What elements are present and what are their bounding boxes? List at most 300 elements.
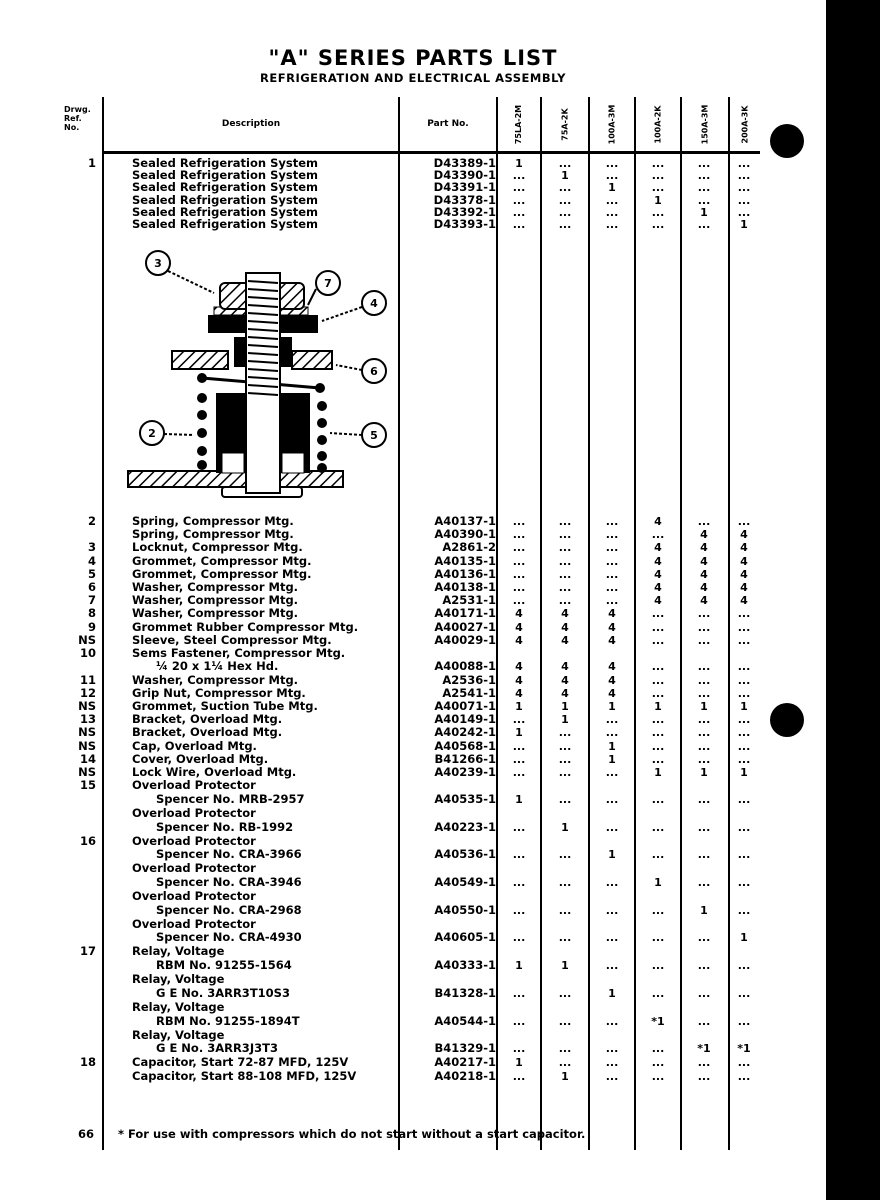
quantity-cell: 4	[515, 660, 523, 674]
quantity-cell: 4	[740, 541, 748, 555]
quantity-cell: ...	[697, 1014, 711, 1028]
part-description: Spring, Compressor Mtg.	[132, 527, 294, 542]
header-description: Description	[221, 119, 281, 129]
quantity-cell: ...	[697, 686, 711, 700]
quantity-cell: ...	[651, 726, 665, 740]
quantity-cell: ...	[737, 726, 751, 740]
quantity-cell: ...	[737, 607, 751, 621]
quantity-cell: 1	[700, 766, 708, 779]
part-number: B41266-1	[434, 751, 496, 766]
part-number: A40136-1	[434, 566, 496, 581]
quantity-cell: 1	[608, 848, 616, 862]
quantity-cell: 4	[561, 660, 569, 674]
punch-hole	[770, 124, 804, 158]
ref-number: 10	[79, 646, 96, 660]
quantity-cell: ...	[697, 1069, 711, 1083]
quantity-cell: ...	[697, 515, 711, 528]
part-number: A40333-1	[434, 958, 496, 973]
callout-7	[308, 271, 340, 305]
part-number: B41329-1	[434, 1041, 496, 1056]
quantity-cell: 4	[608, 633, 616, 647]
quantity-cell: ...	[737, 876, 751, 890]
quantity-cell: ...	[651, 713, 665, 727]
part-number: A2541-1	[442, 685, 496, 700]
quantity-cell: 1	[561, 700, 569, 713]
quantity-cell: ...	[697, 633, 711, 647]
quantity-cell: 1	[561, 820, 569, 834]
table-row	[72, 726, 760, 739]
quantity-cell: 1	[700, 700, 708, 713]
quantity-cell: ...	[697, 752, 711, 766]
quantity-cell: ...	[605, 169, 619, 183]
ref-number: NS	[78, 699, 96, 713]
quantity-cell: 1	[740, 218, 748, 231]
part-number: A40550-1	[434, 902, 496, 917]
quantity-cell: 1	[608, 181, 616, 195]
part-number: A40137-1	[434, 514, 496, 528]
header-model-2: 75A-2K	[560, 107, 570, 141]
quantity-cell: ...	[697, 792, 711, 806]
quantity-cell: 4	[700, 594, 708, 608]
part-number: A40149-1	[434, 712, 496, 727]
part-number: D43389-1	[433, 156, 496, 170]
quantity-cell: ...	[558, 181, 572, 195]
quantity-cell: 4	[515, 607, 523, 621]
part-number: D43390-1	[433, 168, 496, 183]
quantity-cell: ...	[697, 673, 711, 687]
quantity-cell: ...	[737, 986, 751, 1000]
quantity-cell: 4	[740, 581, 748, 594]
part-description: Sleeve, Steel Compressor Mtg.	[132, 632, 332, 647]
quantity-cell: ...	[651, 157, 665, 170]
table-row	[72, 862, 760, 875]
quantity-cell: ...	[651, 218, 665, 231]
quantity-cell: ...	[558, 218, 572, 231]
compressor-mounting-diagram	[110, 243, 400, 508]
quantity-cell: ...	[697, 986, 711, 1000]
quantity-cell: ...	[697, 660, 711, 674]
table-row	[72, 634, 760, 647]
callout-3	[146, 251, 214, 293]
part-description: Relay, Voltage	[132, 999, 225, 1014]
quantity-cell: ...	[512, 752, 526, 766]
quantity-cell: 4	[700, 581, 708, 594]
quantity-cell: ...	[697, 193, 711, 207]
quantity-cell: ...	[558, 528, 572, 542]
quantity-cell: ...	[605, 876, 619, 890]
quantity-cell: ...	[605, 205, 619, 219]
quantity-cell: ...	[651, 686, 665, 700]
spring-right	[315, 383, 327, 473]
quantity-cell: ...	[737, 660, 751, 674]
quantity-cell: 4	[515, 673, 523, 687]
quantity-cell: ...	[558, 931, 572, 945]
quantity-cell: ...	[737, 1056, 751, 1070]
quantity-cell: ...	[737, 739, 751, 753]
header-ref-no: Drwg. Ref. No.	[64, 105, 91, 132]
ref-number: NS	[78, 765, 96, 779]
quantity-cell: ...	[512, 581, 526, 594]
quantity-cell: ...	[651, 181, 665, 195]
table-row	[72, 674, 760, 687]
ref-number: 12	[79, 685, 96, 700]
table-row	[72, 918, 760, 931]
spring-left	[197, 373, 207, 470]
quantity-cell: ...	[605, 766, 619, 779]
quantity-cell: 4	[608, 660, 616, 674]
table-row	[72, 218, 760, 231]
part-description: Sealed Refrigeration System	[132, 180, 318, 195]
ref-number: 11	[79, 672, 96, 687]
part-description: Overload Protector	[132, 778, 256, 793]
quantity-cell: ...	[651, 1042, 665, 1056]
quantity-cell: ...	[697, 959, 711, 973]
quantity-cell: ...	[512, 739, 526, 753]
quantity-cell: ...	[737, 752, 751, 766]
part-number: A40544-1	[434, 1013, 496, 1028]
part-description: Overload Protector	[132, 833, 256, 848]
callout-5	[330, 423, 386, 447]
quantity-cell: ...	[737, 713, 751, 727]
quantity-cell: ...	[558, 739, 572, 753]
quantity-cell: ...	[697, 848, 711, 862]
table-row	[72, 753, 760, 766]
quantity-cell: ...	[697, 713, 711, 727]
ref-number: 3	[87, 540, 96, 555]
part-description: Grommet, Compressor Mtg.	[132, 553, 312, 568]
page-subtitle: REFRIGERATION AND ELECTRICAL ASSEMBLY	[260, 71, 566, 85]
part-description: Spring, Compressor Mtg.	[132, 514, 294, 528]
quantity-cell: 1	[515, 726, 523, 740]
quantity-cell: ...	[512, 986, 526, 1000]
quantity-cell: ...	[737, 633, 751, 647]
quantity-cell: ...	[558, 594, 572, 608]
quantity-cell: 4	[654, 541, 662, 555]
quantity-cell: 4	[561, 607, 569, 621]
quantity-cell: ...	[605, 931, 619, 945]
quantity-cell: ...	[737, 205, 751, 219]
quantity-cell: ...	[737, 848, 751, 862]
quantity-cell: 4	[561, 686, 569, 700]
table-row	[72, 1029, 760, 1042]
part-number: A40027-1	[434, 619, 496, 634]
ref-number: 18	[79, 1055, 96, 1070]
table-row	[72, 515, 760, 528]
table-row	[72, 713, 760, 726]
part-number: A40217-1	[434, 1055, 496, 1070]
part-description: Relay, Voltage	[132, 1027, 225, 1042]
table-row	[72, 1015, 760, 1028]
quantity-cell: ...	[558, 554, 572, 568]
quantity-cell: ...	[737, 181, 751, 195]
quantity-cell: ...	[605, 1042, 619, 1056]
quantity-cell: ...	[558, 1056, 572, 1070]
table-row	[72, 687, 760, 700]
quantity-cell: 1	[515, 700, 523, 713]
svg-text:7: 7	[324, 277, 332, 290]
part-description: Washer, Compressor Mtg.	[132, 593, 299, 608]
quantity-cell: 1	[740, 700, 748, 713]
table-row	[72, 660, 760, 673]
quantity-cell: ...	[512, 218, 526, 231]
part-number: D43392-1	[433, 204, 496, 219]
quantity-cell: ...	[651, 620, 665, 634]
quantity-cell: 4	[654, 554, 662, 568]
quantity-cell: 1	[654, 193, 662, 207]
quantity-cell: ...	[651, 792, 665, 806]
quantity-cell: 4	[515, 620, 523, 634]
quantity-cell: ...	[651, 848, 665, 862]
quantity-cell: 1	[740, 931, 748, 945]
part-description: Relay, Voltage	[132, 972, 225, 987]
quantity-cell: ...	[697, 931, 711, 945]
ref-number: NS	[78, 738, 96, 753]
quantity-cell: ...	[605, 218, 619, 231]
part-description: Spencer No. MRB-2957	[156, 791, 305, 806]
part-description: Sealed Refrigeration System	[132, 192, 318, 207]
part-description: ¼ 20 x 1¼ Hex Hd.	[156, 659, 279, 674]
table-row	[72, 1001, 760, 1014]
quantity-cell: ...	[558, 541, 572, 555]
quantity-cell: ...	[605, 541, 619, 555]
part-number: A40605-1	[434, 930, 496, 945]
quantity-cell: ...	[605, 1069, 619, 1083]
quantity-cell: ...	[737, 1014, 751, 1028]
table-row	[72, 835, 760, 848]
quantity-cell: ...	[558, 986, 572, 1000]
table-row	[72, 793, 760, 806]
quantity-cell: ...	[605, 567, 619, 581]
part-number: A40390-1	[434, 527, 496, 542]
ref-number: NS	[78, 632, 96, 647]
ref-number: 6	[87, 580, 96, 594]
part-description: Grommet, Suction Tube Mtg.	[132, 699, 318, 713]
quantity-cell: ...	[651, 931, 665, 945]
part-description: Grommet, Compressor Mtg.	[132, 566, 312, 581]
quantity-cell: ...	[512, 193, 526, 207]
callout-2	[140, 421, 194, 445]
quantity-cell: ...	[512, 876, 526, 890]
header-rule	[102, 151, 760, 154]
table-row	[72, 740, 760, 753]
quantity-cell: 1	[561, 169, 569, 183]
part-number: A40242-1	[434, 725, 496, 740]
part-description: G E No. 3ARR3J3T3	[156, 1041, 278, 1056]
ref-number: 8	[87, 606, 96, 621]
quantity-cell: 1	[608, 739, 616, 753]
quantity-cell: ...	[651, 739, 665, 753]
quantity-cell: ...	[651, 633, 665, 647]
table-row	[72, 700, 760, 713]
table-row	[72, 821, 760, 834]
part-description: Relay, Voltage	[132, 944, 225, 959]
table-row	[72, 555, 760, 568]
ref-number: 5	[87, 566, 96, 581]
quantity-cell: ...	[558, 876, 572, 890]
quantity-cell: 4	[700, 528, 708, 542]
quantity-cell: ...	[697, 181, 711, 195]
quantity-cell: ...	[697, 820, 711, 834]
bracket-left	[172, 351, 228, 369]
quantity-cell: ...	[512, 594, 526, 608]
quantity-cell: ...	[737, 959, 751, 973]
svg-text:2: 2	[148, 427, 156, 440]
part-description: Capacitor, Start 88-108 MFD, 125V	[132, 1068, 357, 1083]
quantity-cell: ...	[512, 205, 526, 219]
part-number: A2536-1	[442, 672, 496, 687]
header-model-4: 100A-2K	[653, 105, 663, 143]
quantity-cell: 4	[608, 673, 616, 687]
table-row	[72, 1070, 760, 1083]
table-row	[72, 945, 760, 958]
table-row	[72, 973, 760, 986]
part-number: A2861-2	[442, 540, 496, 555]
quantity-cell: 4	[515, 633, 523, 647]
quantity-cell: ...	[697, 739, 711, 753]
part-description: Overload Protector	[132, 916, 256, 931]
quantity-cell: ...	[737, 686, 751, 700]
quantity-cell: 1	[608, 986, 616, 1000]
quantity-cell: 4	[700, 554, 708, 568]
quantity-cell: ...	[605, 792, 619, 806]
svg-text:4: 4	[370, 297, 378, 310]
quantity-cell: *1	[651, 1014, 665, 1028]
part-number: A40568-1	[434, 738, 496, 753]
quantity-cell: 1	[561, 713, 569, 727]
quantity-cell: 4	[561, 620, 569, 634]
part-description: Bracket, Overload Mtg.	[132, 725, 283, 740]
quantity-cell: ...	[605, 528, 619, 542]
quantity-cell: ...	[737, 193, 751, 207]
quantity-cell: ...	[651, 903, 665, 917]
part-description: Overload Protector	[132, 805, 256, 820]
quantity-cell: 1	[561, 959, 569, 973]
header-model-1: 75LA-2M	[514, 104, 524, 144]
table-row	[72, 890, 760, 903]
header-model-5: 150A-3M	[700, 104, 710, 144]
svg-text:5: 5	[370, 429, 378, 442]
quantity-cell: ...	[512, 1042, 526, 1056]
part-description: Washer, Compressor Mtg.	[132, 580, 299, 594]
part-description: G E No. 3ARR3T10S3	[156, 985, 290, 1000]
quantity-cell: 4	[740, 528, 748, 542]
quantity-cell: ...	[651, 820, 665, 834]
part-number: D43393-1	[433, 217, 496, 231]
quantity-cell: ...	[558, 515, 572, 528]
quantity-cell: 1	[515, 1056, 523, 1070]
quantity-cell: 4	[740, 594, 748, 608]
ref-number: 13	[79, 712, 96, 727]
part-description: Overload Protector	[132, 889, 256, 903]
quantity-cell: 4	[654, 594, 662, 608]
quantity-cell: 1	[561, 1069, 569, 1083]
table-row	[72, 1056, 760, 1069]
ref-number: 9	[87, 619, 96, 634]
quantity-cell: 4	[740, 567, 748, 581]
quantity-cell: ...	[512, 567, 526, 581]
quantity-cell: *1	[697, 1042, 711, 1056]
part-description: Spencer No. RB-1992	[156, 819, 294, 834]
table-row	[72, 766, 760, 779]
quantity-cell: ...	[697, 157, 711, 170]
quantity-cell: 1	[700, 205, 708, 219]
part-description: Spencer No. CRA-2968	[156, 902, 302, 917]
part-number: A40029-1	[434, 632, 496, 647]
ref-number: NS	[78, 725, 96, 740]
table-row	[72, 607, 760, 620]
quantity-cell: ...	[697, 620, 711, 634]
quantity-cell: ...	[651, 607, 665, 621]
part-number: A40536-1	[434, 847, 496, 862]
part-number: D43391-1	[433, 180, 496, 195]
quantity-cell: ...	[605, 820, 619, 834]
quantity-cell: 1	[515, 157, 523, 170]
ref-number: 4	[87, 553, 96, 568]
quantity-cell: 1	[515, 959, 523, 973]
part-number: B41328-1	[434, 985, 496, 1000]
part-description: Sealed Refrigeration System	[132, 156, 318, 170]
quantity-cell: ...	[697, 1056, 711, 1070]
quantity-cell: ...	[558, 193, 572, 207]
ref-number: 7	[87, 593, 96, 608]
table-row	[72, 528, 760, 541]
part-description: RBM No. 91255-1564	[156, 958, 292, 973]
quantity-cell: ...	[512, 848, 526, 862]
quantity-cell: ...	[605, 594, 619, 608]
quantity-cell: 1	[608, 752, 616, 766]
quantity-cell: ...	[737, 620, 751, 634]
quantity-cell: ...	[512, 515, 526, 528]
quantity-cell: 1	[654, 766, 662, 779]
quantity-cell: ...	[512, 931, 526, 945]
quantity-cell: ...	[737, 157, 751, 170]
quantity-cell: ...	[558, 1042, 572, 1056]
quantity-cell: ...	[737, 1069, 751, 1083]
quantity-cell: ...	[512, 181, 526, 195]
ref-number: 17	[79, 944, 96, 959]
quantity-cell: 1	[654, 700, 662, 713]
table-row	[72, 779, 760, 792]
quantity-cell: ...	[651, 1069, 665, 1083]
part-number: A40535-1	[434, 791, 496, 806]
quantity-cell: ...	[737, 515, 751, 528]
quantity-cell: ...	[651, 752, 665, 766]
quantity-cell: 1	[515, 792, 523, 806]
table-row	[72, 848, 760, 861]
quantity-cell: ...	[558, 903, 572, 917]
quantity-cell: ...	[651, 528, 665, 542]
part-number: A40223-1	[434, 819, 496, 834]
quantity-cell: 4	[740, 554, 748, 568]
part-description: Sealed Refrigeration System	[132, 217, 318, 231]
ref-number: 16	[79, 833, 96, 848]
quantity-cell: ...	[737, 792, 751, 806]
table-row	[72, 1042, 760, 1055]
header-model-6: 200A-3K	[740, 105, 750, 143]
quantity-cell: ...	[737, 903, 751, 917]
quantity-cell: ...	[605, 726, 619, 740]
quantity-cell: ...	[605, 193, 619, 207]
header-part-no: Part No.	[427, 119, 469, 129]
table-row	[72, 959, 760, 972]
quantity-cell: ...	[512, 528, 526, 542]
quantity-cell: ...	[651, 205, 665, 219]
table-row	[72, 987, 760, 1000]
punch-hole	[770, 703, 804, 737]
header-model-3: 100A-3M	[607, 104, 617, 144]
table-row	[72, 904, 760, 917]
quantity-cell: ...	[558, 567, 572, 581]
